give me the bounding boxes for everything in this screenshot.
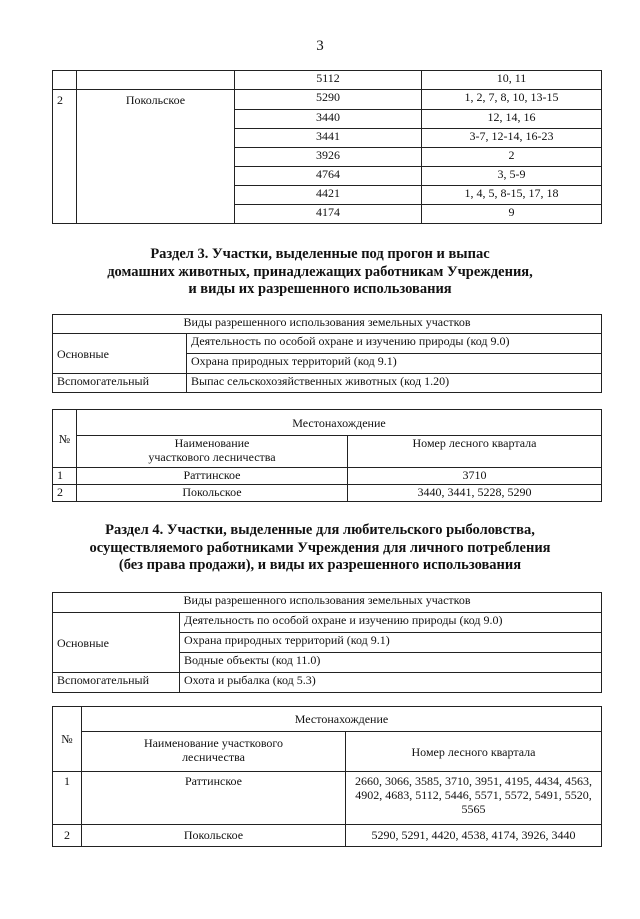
table-row <box>53 707 602 732</box>
forestry-name: Раттинское <box>82 772 346 825</box>
table-row <box>53 613 602 633</box>
quarter-cell: 3441 <box>235 129 422 148</box>
table-row <box>53 732 602 772</box>
quarter-cell: 4174 <box>235 205 422 224</box>
quarter-header: Номер лесного квартала <box>348 436 602 468</box>
table-row <box>53 593 602 613</box>
number-header: № <box>53 410 77 468</box>
row-number: 2 <box>53 825 82 847</box>
plots-cell: 10, 11 <box>422 71 602 90</box>
table-row <box>53 410 602 436</box>
section4-location-table <box>52 706 602 847</box>
aux-uses-label: Вспомогательный <box>53 673 180 693</box>
table-row <box>53 374 602 393</box>
quarter-list: 3710 <box>348 468 602 485</box>
section3-uses-table <box>52 314 602 393</box>
aux-uses-label: Вспомогательный <box>53 374 187 393</box>
quarter-cell: 5290 <box>235 90 422 110</box>
quarters-table <box>52 70 602 224</box>
quarter-cell: 4764 <box>235 167 422 186</box>
plots-cell: 9 <box>422 205 602 224</box>
number-header: № <box>53 707 82 772</box>
location-header: Местонахождение <box>77 410 602 436</box>
use-item: Водные объекты (код 11.0) <box>180 653 602 673</box>
plots-cell: 3, 5-9 <box>422 167 602 186</box>
forestry-name: Покольское <box>77 485 348 502</box>
plots-cell: 3-7, 12-14, 16-23 <box>422 129 602 148</box>
quarter-cell: 5112 <box>235 71 422 90</box>
quarter-cell: 3440 <box>235 110 422 129</box>
quarter-list: 5290, 5291, 4420, 4538, 4174, 3926, 3440 <box>346 825 602 847</box>
plots-cell: 12, 14, 16 <box>422 110 602 129</box>
table-row <box>53 436 602 468</box>
row-number: 2 <box>53 485 77 502</box>
use-item: Деятельность по особой охране и изучению природы (код 9.0) <box>187 334 602 354</box>
use-item: Охрана природных территорий (код 9.1) <box>180 633 602 653</box>
table-row <box>53 71 602 90</box>
uses-header: Виды разрешенного использования земельных участков <box>53 315 602 334</box>
section4-uses-table <box>52 592 602 693</box>
use-item: Деятельность по особой охране и изучению природы (код 9.0) <box>180 613 602 633</box>
quarter-cell: 3926 <box>235 148 422 167</box>
forestry-name: Раттинское <box>77 468 348 485</box>
section4-heading <box>0 522 640 575</box>
section3-heading <box>0 246 640 299</box>
quarter-list: 2660, 3066, 3585, 3710, 3951, 4195, 4434, 4563, 4902, 4683, 5112, 5446, 5571, 5572, 5491, 5520, 5565 <box>346 772 602 825</box>
quarter-cell: 4421 <box>235 186 422 205</box>
use-item: Выпас сельскохозяйственных животных (код 1.20) <box>187 374 602 393</box>
heading-line: Раздел 3. Участки, выделенные под прогон и выпас <box>150 246 490 262</box>
main-uses-label: Основные <box>53 334 187 374</box>
forestry-header: Наименование участкового лесничества <box>77 436 348 468</box>
row-number: 1 <box>53 468 77 485</box>
row-number: 1 <box>53 772 82 825</box>
page-number: 3 <box>316 38 324 54</box>
forestry-name: Покольское <box>77 90 235 224</box>
heading-line: (без права продажи), и виды их разрешенного использования <box>118 557 522 573</box>
plots-cell: 1, 2, 7, 8, 10, 13-15 <box>422 90 602 110</box>
location-header: Местонахождение <box>82 707 602 732</box>
table-row <box>53 90 602 110</box>
heading-line: и виды их разрешенного использования <box>188 281 452 297</box>
table-row <box>53 772 602 825</box>
heading-line: Раздел 4. Участки, выделенные для любительского рыболовства, <box>105 522 535 538</box>
table-row <box>53 468 602 485</box>
table-row <box>53 825 602 847</box>
uses-header: Виды разрешенного использования земельных участков <box>53 593 602 613</box>
table-row <box>53 315 602 334</box>
heading-line: домашних животных, принадлежащих работникам Учреждения, <box>107 263 533 280</box>
plots-cell: 2 <box>422 148 602 167</box>
table-row <box>53 485 602 502</box>
table-row <box>53 334 602 354</box>
section3-location-table <box>52 409 602 502</box>
heading-line: осуществляемого работниками Учреждения для личного потребления <box>89 539 551 556</box>
use-item: Охрана природных территорий (код 9.1) <box>187 354 602 374</box>
plots-cell: 1, 4, 5, 8-15, 17, 18 <box>422 186 602 205</box>
table-row <box>53 673 602 693</box>
forestry-name: Покольское <box>82 825 346 847</box>
forestry-header: Наименование участкового лесничества <box>82 732 346 772</box>
quarter-list: 3440, 3441, 5228, 5290 <box>348 485 602 502</box>
row-number: 2 <box>53 90 77 224</box>
quarter-header: Номер лесного квартала <box>346 732 602 772</box>
use-item: Охота и рыбалка (код 5.3) <box>180 673 602 693</box>
main-uses-label: Основные <box>53 613 180 673</box>
